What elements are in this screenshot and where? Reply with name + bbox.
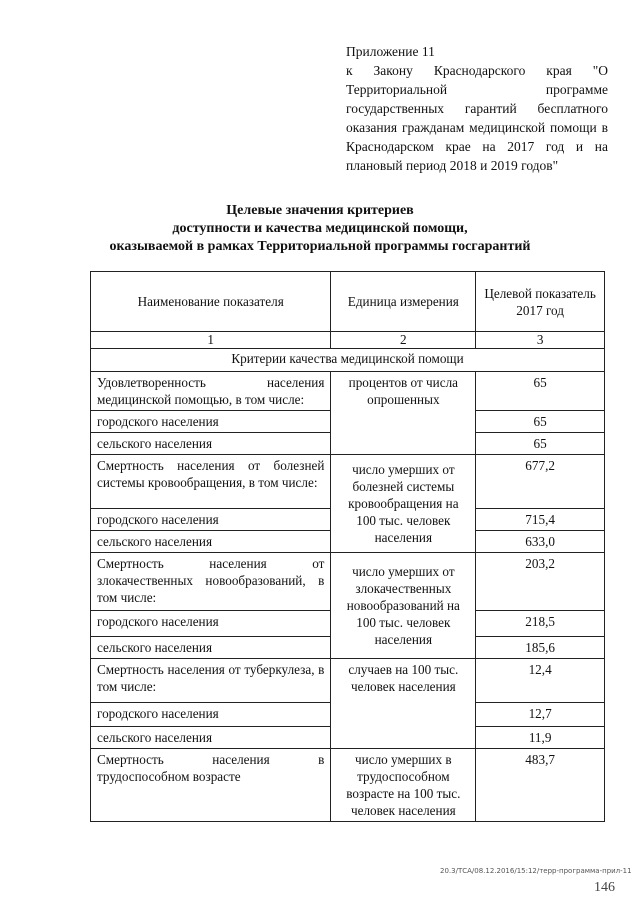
indicator-value: 633,0 (476, 531, 605, 553)
indicator-name: городского населения (91, 509, 331, 531)
page-number: 146 (594, 880, 615, 895)
indicator-unit: число умерших в трудоспособном возрасте на 100 тыс. человек населения (331, 749, 476, 822)
indicator-name: Смертность населения от болезней системы кровообращения, в том числе: (91, 455, 331, 509)
indicator-value: 11,9 (476, 727, 605, 749)
header-unit: Единица измерения (331, 272, 476, 332)
indicator-name: сельского населения (91, 637, 331, 659)
section-heading: Критерии качества медицинской помощи (91, 349, 605, 372)
indicator-value: 677,2 (476, 455, 605, 509)
indicator-name: Смертность населения от туберкулеза, в том числе: (91, 659, 331, 703)
indicator-name: сельского населения (91, 531, 331, 553)
column-number-1: 1 (91, 332, 331, 349)
indicator-value: 715,4 (476, 509, 605, 531)
appendix-note (346, 42, 608, 175)
title-line-1: Целевые значения критериев (226, 203, 414, 218)
indicator-name: сельского населения (91, 727, 331, 749)
indicator-value: 185,6 (476, 637, 605, 659)
indicator-value: 12,7 (476, 703, 605, 727)
indicator-name: городского населения (91, 611, 331, 637)
indicator-name: городского населения (91, 411, 331, 433)
indicator-value: 218,5 (476, 611, 605, 637)
document-reference: 20.3/ТСА/08.12.2016/15:12/терр-программа-прил-11 (440, 867, 632, 875)
indicator-unit: число умерших от болезней системы кровообращения на 100 тыс. человек населения (331, 455, 476, 553)
indicator-value: 65 (476, 411, 605, 433)
indicator-value: 483,7 (476, 749, 605, 822)
document-title (90, 202, 550, 256)
title-line-2: доступности и качества медицинской помощи, (172, 221, 468, 236)
header-value: Целевой показатель 2017 год (476, 272, 605, 332)
indicator-unit: случаев на 100 тыс. человек населения (331, 659, 476, 749)
appendix-number: Приложение 11 (346, 44, 435, 59)
indicator-name: Смертность населения в трудоспособном возрасте (91, 749, 331, 822)
criteria-table (90, 271, 605, 822)
column-number-3: 3 (476, 332, 605, 349)
indicator-value: 12,4 (476, 659, 605, 703)
indicator-unit: процентов от числа опрошенных (331, 372, 476, 455)
indicator-name: Смертность населения от злокачественных новообразований, в том числе: (91, 553, 331, 611)
appendix-text: к Закону Краснодарского края "О Территориальной программе государственных гарантий бесплатного оказания гражданам медицинской помощи в Краснодарском крае на 2017 год и на плановый период 2018 и 2019 годов" (346, 63, 608, 173)
indicator-unit: число умерших от злокачественных новообразований на 100 тыс. человек населения (331, 553, 476, 659)
header-name: Наименование показателя (91, 272, 331, 332)
title-line-3: оказываемой в рамках Территориальной программы госгарантий (109, 239, 531, 254)
indicator-value: 65 (476, 433, 605, 455)
indicator-value: 65 (476, 372, 605, 411)
indicator-name: городского населения (91, 703, 331, 727)
indicator-value: 203,2 (476, 553, 605, 611)
indicator-name: Удовлетворенность населения медицинской помощью, в том числе: (91, 372, 331, 411)
indicator-name: сельского населения (91, 433, 331, 455)
column-number-2: 2 (331, 332, 476, 349)
